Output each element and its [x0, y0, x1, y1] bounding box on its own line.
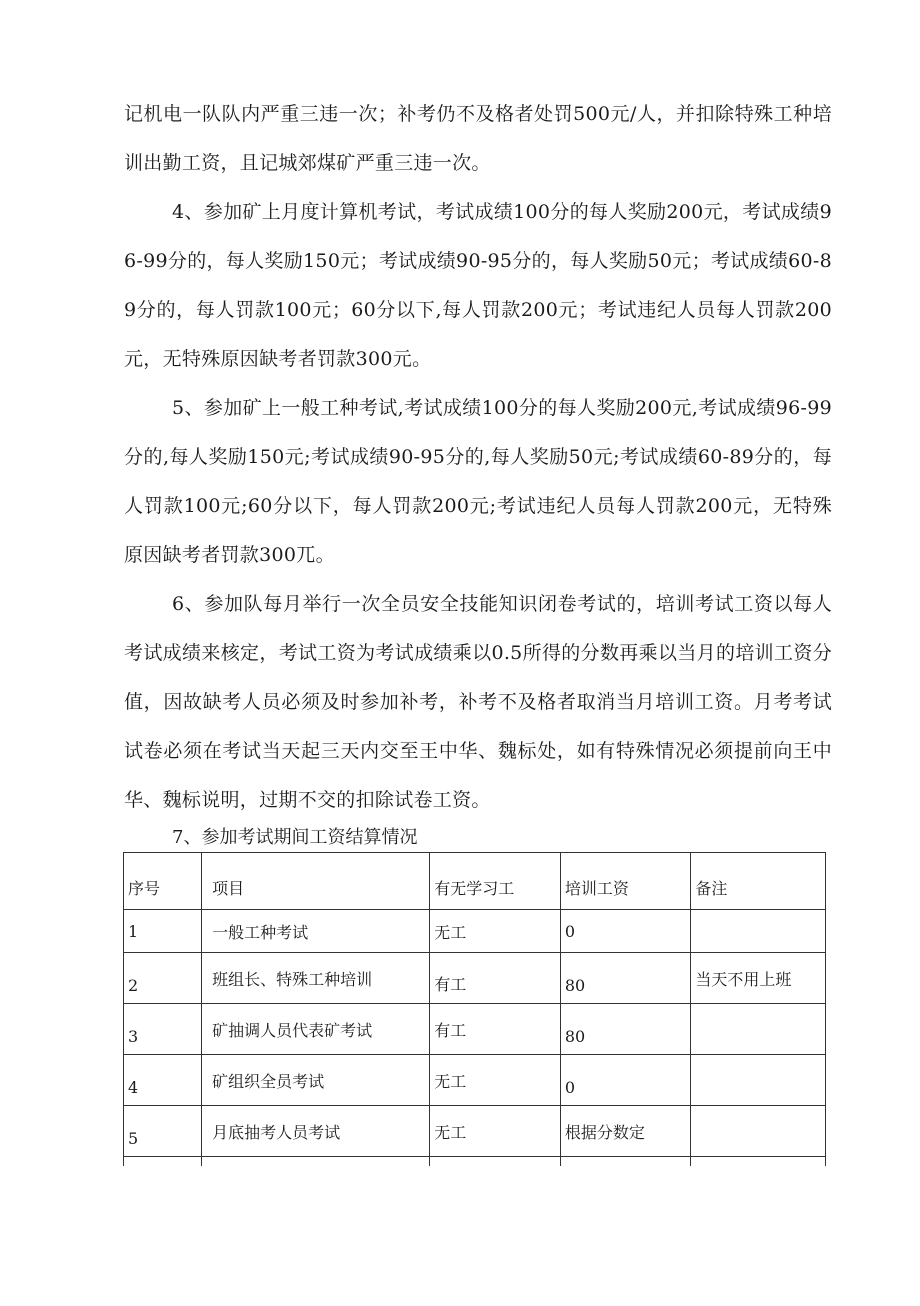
header-cell: 备注: [691, 853, 826, 910]
header-cell: 有无学习工: [430, 853, 561, 910]
paragraph-continuation: 记机电一队队内严重三违一次；补考仍不及格者处罚500元/人，并扣除特殊工种培训出勤工资，且记城郊煤矿严重三违一次。: [124, 103, 832, 174]
page-bottom-mask: [110, 1166, 850, 1306]
table-cell: 根据分数定: [560, 1106, 691, 1157]
table-cell: 有工: [430, 1004, 561, 1055]
table-cell: 80: [560, 1004, 691, 1055]
table-cell: 0: [560, 1055, 691, 1106]
table-cell: 一般工种考试: [202, 910, 430, 953]
table-row: [124, 953, 826, 1004]
wage-settlement-table: [123, 852, 826, 1208]
table-cell: 无工: [430, 910, 561, 953]
table-cell: 有工: [430, 953, 561, 1004]
table-cell: 矿抽调人员代表矿考试: [202, 1004, 430, 1055]
table-row: [124, 1004, 826, 1055]
header-cell: 培训工资: [560, 853, 691, 910]
table-row: [124, 1106, 826, 1157]
paragraph-item-4: 4、参加矿上月度计算机考试，考试成绩100分的每人奖励200元，考试成绩96-99分的，每人奖励150元；考试成绩90-95分的，每人奖励50元；考试成绩60-89分的，每人罚款100元；60分以下,每人罚款200元；考试违纪人员每人罚款200元，无特殊原因缺考者罚款300元。: [124, 201, 832, 370]
table-header-row: [124, 853, 826, 910]
table-cell: [691, 1106, 826, 1157]
table-cell: 0: [560, 910, 691, 953]
table-cell: 3: [124, 1004, 202, 1055]
paragraph-item-5: 5、参加矿上一般工种考试,考试成绩100分的每人奖励200元,考试成绩96-99分的,每人奖励150元;考试成绩90-95分的,每人奖励50元;考试成绩60-89分的，每人罚款100元;60分以下，每人罚款200元;考试违纪人员每人罚款200元，无特殊原因缺考者罚款300兀。: [124, 397, 832, 566]
table-cell: 矿组织全员考试: [202, 1055, 430, 1106]
table-cell: 无工: [430, 1106, 561, 1157]
table-row: [124, 1055, 826, 1106]
header-cell: 序号: [124, 853, 202, 910]
table-cell: 无工: [430, 1055, 561, 1106]
table-cell: 80: [560, 953, 691, 1004]
table-cell: 班组长、特殊工种培训: [202, 953, 430, 1004]
table-cell: 1: [124, 910, 202, 953]
table-cell: 4: [124, 1055, 202, 1106]
table-cell: [691, 1055, 826, 1106]
paragraph-item-6: 6、参加队每月举行一次全员安全技能知识闭卷考试的，培训考试工资以每人考试成绩来核定，考试工资为考试成绩乘以0.5所得的分数再乘以当月的培训工资分值，因故缺考人员必须及时参加补考，补考不及格者取消当月培训工资。月考考试试卷必须在考试当天起三天内交至王中华、魏标处，如有特殊情况必须提前向王中华、魏标说明，过期不交的扣除试卷工资。: [124, 593, 832, 811]
table-cell: 2: [124, 953, 202, 1004]
table-cell: 月底抽考人员考试: [202, 1106, 430, 1157]
table-caption: 7、参加考试期间工资结算情况: [172, 827, 418, 848]
table-cell: 当天不用上班: [691, 953, 826, 1004]
header-cell: 项目: [202, 853, 430, 910]
table-cell: [691, 910, 826, 953]
table-cell: 5: [124, 1106, 202, 1157]
table-cell: [691, 1004, 826, 1055]
table-row: [124, 910, 826, 953]
body-text: [124, 90, 832, 825]
